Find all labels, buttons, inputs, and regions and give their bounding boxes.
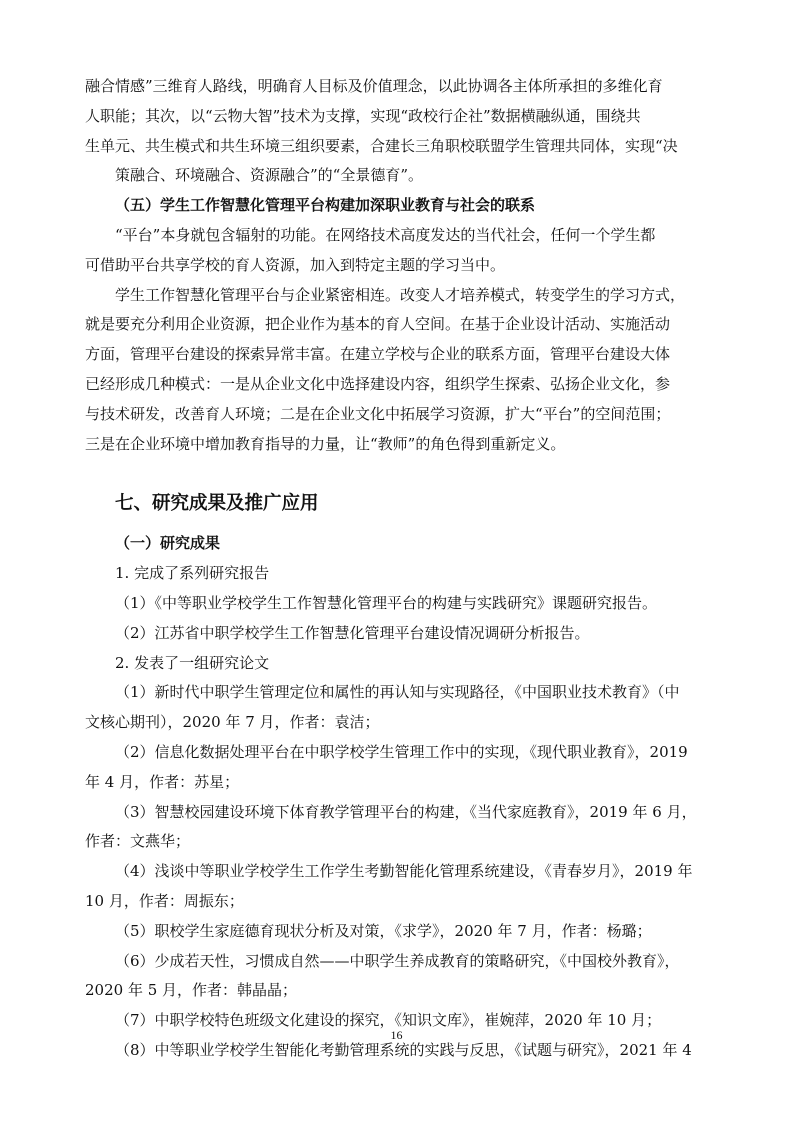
paragraph-continuation — [85, 72, 715, 191]
paper-item — [85, 678, 715, 738]
text-line: 文核心期刊），2020 年 7 月，作者：袁洁； — [85, 713, 380, 732]
list-item: （1）《中等职业学校学生工作智慧化管理平台的构建与实践研究》课题研究报告。 — [115, 593, 658, 612]
paper-item — [85, 798, 715, 858]
paper-item — [85, 947, 715, 1007]
text-line: （2）信息化数据处理平台在中职学校学生管理工作中的实现，《现代职业教育》，2019 — [115, 742, 688, 761]
text-line: 人职能；其次，以“云物大智”技术为支撑，实现“政校行企社”数据横融纵通，围绕共 — [85, 106, 641, 125]
text-line: （5）职校学生家庭德育现状分析及对策，《求学》，2020 年 7 月，作者：杨璐； — [115, 921, 652, 940]
text-line: （1）新时代中职学生管理定位和属性的再认知与实现路径，《中国职业技术教育》（中 — [115, 683, 680, 702]
text-line: （6）少成若天性，习惯成自然——中职学生养成教育的策略研究，《中国校外教育》， — [115, 951, 680, 970]
text-line: 2020 年 5 月，作者：韩晶晶； — [85, 981, 298, 1000]
text-line: 年 4 月，作者：苏星； — [85, 772, 240, 791]
text-line: 方面，管理平台建设的探索异常丰富。在建立学校与企业的联系方面，管理平台建设大体 — [85, 345, 671, 364]
text-line: 三是在企业环境中增加教育指导的力量，让“教师”的角色得到重新定义。 — [85, 434, 566, 453]
page-number: 16 — [390, 1028, 403, 1042]
text-line: （7）中职学校特色班级文化建设的探究，《知识文库》，崔婉萍，2020 年 10 月； — [115, 1011, 662, 1030]
text-line: 可借助平台共享学校的育人资源，加入到特定主题的学习当中。 — [85, 255, 506, 274]
text-line: “平台”本身就包含辐射的功能。在网络技术高度发达的当代社会，任何一个学生都 — [115, 225, 656, 244]
subsection-heading-results: （一）研究成果 — [115, 534, 221, 553]
subsection-heading-5: （五）学生工作智慧化管理平台构建加深职业教育与社会的联系 — [115, 196, 536, 215]
text-line: （4）浅谈中等职业学校学生工作学生考勤智能化管理系统建设，《青春岁月》，2019 年 — [115, 862, 693, 881]
text-line: 学生工作智慧化管理平台与企业紧密相连。改变人才培养模式，转变学生的学习方式， — [115, 285, 686, 304]
list-heading-papers: 2. 发表了一组研究论文 — [115, 653, 270, 672]
text-line: （3）智慧校园建设环境下体育教学管理平台的构建，《当代家庭教育》，2019 年 6 月， — [115, 802, 697, 821]
text-line: 生单元、共生模式和共生环境三组织要素，合建长三角职校联盟学生管理共同体，实现“决 — [85, 136, 678, 155]
paragraph-platform — [85, 221, 715, 281]
list-heading-reports: 1. 完成了系列研究报告 — [115, 564, 270, 583]
text-line: 就是要充分利用企业资源，把企业作为基本的育人空间。在基于企业设计活动、实施活动 — [85, 315, 671, 334]
text-line: （8）中等职业学校学生智能化考勤管理系统的实践与反思，《试题与研究》，2021 年 4 — [115, 1040, 692, 1059]
text-line: 与技术研发，改善育人环境；二是在企业文化中拓展学习资源，扩大“平台”的空间范围； — [85, 404, 671, 423]
section-heading-7: 七、研究成果及推广应用 — [115, 493, 319, 515]
paper-item — [85, 738, 715, 798]
document-page — [85, 72, 715, 1066]
paper-item — [85, 857, 715, 917]
text-line: 10 月，作者：周振东； — [85, 891, 244, 910]
text-line: 策融合、环境融合、资源融合”的“全景德育”。 — [115, 166, 424, 185]
paragraph-enterprise — [85, 281, 715, 460]
text-line: 融合情感”三维育人路线，明确育人目标及价值理念，以此协调各主体所承担的多维化育 — [85, 77, 663, 95]
text-line: 作者：文燕华； — [85, 832, 191, 851]
text-line: 已经形成几种模式：一是从企业文化中选择建设内容，组织学生探索、弘扬企业文化，参 — [85, 374, 671, 393]
paper-item — [85, 917, 715, 947]
list-item: （2）江苏省中职学校学生工作智慧化管理平台建设情况调研分析报告。 — [115, 623, 590, 642]
